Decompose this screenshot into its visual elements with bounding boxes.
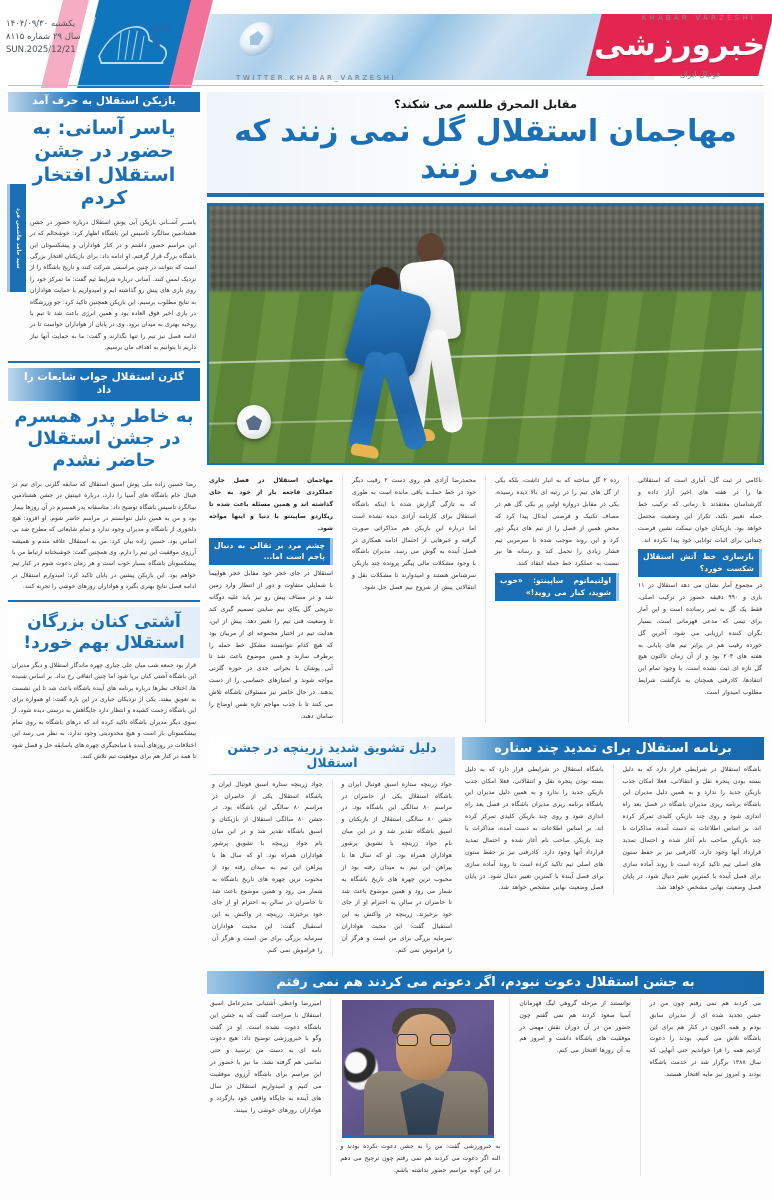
lead-text-col-2 xyxy=(352,475,476,723)
brand-subtitle: فوتبال ایران xyxy=(679,70,720,79)
photo-football xyxy=(237,405,271,439)
date-gregorian: SUN.2025/12/21 xyxy=(6,45,76,56)
column-separator xyxy=(485,475,486,723)
sidebar-label-2[interactable]: گلزن استقلال جواب شایعات را داد xyxy=(8,368,200,401)
sidebar-headline-2[interactable]: به خاطر پدر همسرم در جشن استقلال حاضر نشدم xyxy=(14,405,194,472)
bottom-col-2 xyxy=(519,998,630,1177)
bottom-col-3 xyxy=(340,998,500,1177)
lead-text-c1: استقلال در جای خجر خود مقابل خجر هواپیما با شمایلی متفاوت و دور از انتظار وارد زمین شد و در مصاف پیش رو نیز باید علیه دوگانه تدریجی گل یکای نیم سایتی تصمیم گیری کند تا وضعیت فنی تیم را تغییر دهد. پیش از این، هدایت تیم در اختیار مجموعه ای از مربیان بود که هیچ کدام نتوانستند مشکل خط حمله را برطرف سازند و همین موضوع باعث شد تا آبی پوشان با بحرانی جدی در حوزه گلزنی مواجه شوند و امتیازهای حساسی را از دست بدهند. در حال حاضر نیز مسئولان باشگاه تلاش می کنند تا با جذب مهاجم تازه نفس اوضاع را سامان دهند. xyxy=(209,570,333,720)
mid-section-left xyxy=(462,737,764,961)
pull-quote-left: چشم مرد بر تقالی به دنبال پاجم است اما... xyxy=(209,538,333,566)
lead-text-col-3 xyxy=(495,475,619,723)
column-separator xyxy=(509,998,510,1177)
lead-text-c4b: در مجموع آمار نشان می دهد استقلال در ۱۱ بازی و ۹۹۰ دقیقه حضور در ترکیب اصلی، فقط یک گل به ثمر رسانده است و این آمار برای تیمی که مدعی قهرمانی است، بسیار نگران کننده ارزیابی می شود. xyxy=(638,582,762,637)
photo-crowd xyxy=(209,205,762,291)
mid-section-right xyxy=(209,737,455,961)
column-separator xyxy=(628,475,629,723)
mid-right-title[interactable]: دلیل تشویق شدید زرینچه در جشن استقلال xyxy=(209,737,455,775)
photo-player-blue-leg-right xyxy=(380,350,429,452)
portrait-head xyxy=(396,1014,452,1080)
glasses-icon xyxy=(397,1034,451,1046)
lead-photo xyxy=(207,203,764,465)
mid-left-title[interactable]: برنامه استقلال برای تمدید چند ستاره xyxy=(462,737,764,760)
column-separator xyxy=(330,998,331,1177)
sidebar-body-1: یاســر آســانی بازیکن آبی پوش استقلال درباره حضور در جشن هشتادمین سالگرد تاسیس این باشگاه اظهار کرد: خوشحالم که در این مراسم حضور داشتم و در کنار هواداران و پیشکسوتان این باشگاه بزرگ قرار گرفتم. او ادامه داد: برای بازیکنان افتخار بزرگی است که بتوانند در چنین مراسمی شرکت کنند و تاریخ باشگاه را از نزدیک لمس کنند. آسانی درباره شرایط تیم گفت: ما تمرکز خود را روی بازی های پیش رو گذاشته ایم و امیدواریم با حمایت هواداران به نتایج مطلوب برسیم. این بازیکن همچنین تاکید کرد: جو ورزشگاه در بازی اخیر فوق العاده بود و همین انرژی باعث شد تا تیم با روحیه بهتری به میدان برود. وی در پایان از هواداران خواست تا در ادامه فصل نیز تیم را تنها نگذارند و گفت: ما به حمایت آنها نیاز داریم تا بتوانیم به اهداف مان برسیم. xyxy=(30,218,196,352)
mid-sections xyxy=(207,737,764,961)
pull-quote-mid: بازسازی خط آتش استقلال شکست خورد؟ xyxy=(638,549,762,577)
bottom-text-c1: امیررضا واعظی آشتیانی مدیرعامل اسبق استقلال با صراحت گفت که به جشن این باشگاه دعوت نشده است. او در گفت وگو با خبرورزشی توضیح داد: هیچ دعوت نامه ای به دست من نرسید و حتی تماسی هم گرفته نشد. xyxy=(210,999,322,1067)
brand-name-english: KHABAR VARZESHI xyxy=(641,14,756,22)
twitter-handle: TWITTER.KHABAR_VARZESHI xyxy=(236,74,397,82)
mid-left-body xyxy=(462,760,764,899)
mid-right-col-1: جواد زرینچه ستاره اسبق فوتبال ایران و باشگاه استقلال یکی از حاضران در مراسم ۸۰ سالگی این باشگاه بود. در جشن ۸۰ سالگی استقلال از بازیکنان و اسبق باشگاه تقدیر شد و در این میان نام جواد زرینچه با تشویق پرشور هواداران همراه بود. او که سال ها با پیراهن این تیم به میدان رفته بود از محبوب ترین چهره های تاریخ باشگاه به شمار می رود و همین موضوع باعث شد تا حاضران در سالن به احترام او از جای خود برخیزند. زرینچه در واکنش به این استقبال گفت: این محبت هواداران سرمایه بزرگی برای من است و هرگز آن را فراموش نمی کنم. xyxy=(341,780,453,954)
lead-kicker: مقابل المحرق طلسم می شکند؟ xyxy=(393,97,577,111)
issue-number: سال ۲۹ شماره ۸۱۱۵ xyxy=(6,32,81,43)
column-separator xyxy=(640,998,641,1177)
lead-headline-band xyxy=(207,92,764,197)
bottom-text-c5: بودند را دعوت کردیم همه را فرا خواندیم حتی آنهایی که سال ۱۳۸۸ برگزار شد در خدمت باشگاه بودند و امروز نیز مایه افتخار هستند. xyxy=(649,1035,762,1079)
portrait-shirt xyxy=(400,1083,444,1135)
sidebar-divider-2 xyxy=(8,600,200,602)
lead-text-c4c: آخرین گل خورده رقیب هم در برابر تیم های پایانی به هفته های ۲۰۴ بود و از آن زمان تاکنون هیچ گل تازه ای ثبت نشده است. با وجود تمام این انتقادها، کادرفنی همچنان به بازگشت شرایط مطلوب امیدوار است. xyxy=(638,629,762,697)
bottom-text-c6: ما نیز با حضور در این مراسم برای باشگاه آرزوی موفقیت می کنیم و امیدواریم استقلال در سال های آینده به جایگاه واقعی خود بازگردد و هواداران روزهای خوشی را ببینند. xyxy=(210,1059,322,1114)
sidebar-headline-1[interactable]: یاسر آسانی: به حضور در جشن استقلال افتخار کردم xyxy=(32,116,176,210)
sidebar-body-3: قرار بود جمعه شب میان علی جباری چهره ماندگار استقلال و دیگر مدیران این باشگاه آشتی کنان برپا شود اما چنین اتفاقی رخ نداد. بر اساس شنیده ها، اختلاف نظرها درباره برنامه های آینده باشگاه باعث شد تا این نشست به تعویق بیفتد. یکی از نزدیکان جباری در این باره گفت: او همواره برای این باشگاه زحمت کشیده و انتظار دارد جایگاهش به درستی دیده شود. از سوی دیگر مدیران باشگاه تاکید کرده اند که درهای باشگاه به روی تمام پیشکسوتان باز است و هیچ محدودیتی وجود ندارد. به نظر می رسد این اختلافات در روزهای آینده با میانجیگری چهره های باسابقه حل و فصل شود تا همه در کنار هم برای موفقیت تیم تلاش کنند. xyxy=(12,661,196,760)
sidebar-divider-1 xyxy=(8,361,200,363)
sidebar-label-1[interactable]: بازیکن استقلال به حرف آمد xyxy=(8,92,200,112)
bottom-section xyxy=(207,971,764,1181)
bottom-text-c2: به خبرورزشی گفت: من را به جشن دعوت نکرده بودند و النه اگر دعوت می کردند هم نمی رفتم چون ترجیح می دهم در این گونه مراسم حضور نداشته باشم. xyxy=(340,1142,501,1174)
date-persian-1: یکشنبه ۱۴۰۴/۰۹/۳۰ xyxy=(6,19,76,29)
masthead xyxy=(0,0,772,88)
pull-quote-bottom: اولتیماتوم ساپینتو: «خوب شوید، کنار می روید!» xyxy=(495,573,619,601)
brand-logo-text: خبرورزشی xyxy=(594,27,766,63)
sidebar-story-1 xyxy=(8,92,200,356)
mid-left-col-2: باشگاه استقلال در شرایطی قرار دارد که به دلیل بسته بودن پنجره نقل و انتقالاتی، فعلا امکان جذب بازیکن جدید را ندارد و به همین دلیل مدیران این باشگاه برنامه ریزی مدیران باشگاه در فصل بعد راه اندازی شود و روی چند بازیکن کلیدی تمرکز کرده اند. بر اساس اطلاعات به دست آمده، مذاکرات با چند بازیکن صاحب نام آغاز شده و احتمال تمدید قرارداد آنها وجود دارد. کادرفنی نیز بر حفظ ستون های اصلی تیم تاکید کرده است تا روند آماده سازی برای فصل آینده با کمترین تغییر دنبال شود. در پایان فصل وضعیت نهایی مشخص خواهد شد. xyxy=(465,765,604,892)
mid-right-body xyxy=(209,775,455,961)
lead-article-body xyxy=(207,471,764,727)
bottom-col-4 xyxy=(210,998,321,1177)
page-number: ۳ xyxy=(147,13,172,59)
sidebar-story-2 xyxy=(8,368,200,595)
lead-text-c1-lead: مهاجمان استقلال در فصل جاری عملکردی فاجعه بار از خود به جای گذاشته اند و همین مسئله باعث شده تا ریکاردو ساپینتو با دنیا و اینها مواجه شود. xyxy=(209,477,333,532)
lead-text-col-4 xyxy=(638,475,762,723)
sidebar-column xyxy=(8,92,200,1190)
masthead-rule xyxy=(8,85,764,86)
bottom-section-body xyxy=(207,994,764,1181)
bottom-text-c4: می کردند هم نمی رفتم چون من در جشن تجدید شده ای از مدیران سابق بودم و همه اکنون در کنار هم برای این باشگاه تلاش می کنیم. xyxy=(649,999,761,1043)
mid-right-col-2: جواد زرینچه ستاره اسبق فوتبال ایران و باشگاه استقلال یکی از حاضران در مراسم ۸۰ سالگی این باشگاه بود. در جشن ۸۰ سالگی استقلال از بازیکنان و اسبق باشگاه تقدیر شد و در این میان نام جواد زرینچه با تشویق پرشور هواداران همراه بود. او که سال ها با پیراهن این تیم به میدان رفته بود از محبوب ترین چهره های تاریخ باشگاه به شمار می رود و همین موضوع باعث شد تا حاضران در سالن به احترام او از جای خود برخیزند. زرینچه در واکنش به این استقبال گفت: این محبت هواداران سرمایه بزرگی برای من است و هرگز آن را فراموش نمی کنم. xyxy=(212,780,323,954)
mid-left-col-1: باشگاه استقلال در شرایطی قرار دارد که به دلیل بسته بودن پنجره نقل و انتقالاتی، فعلا امکان جذب بازیکن جدید را ندارد و به همین دلیل مدیران این باشگاه برنامه ریزی مدیران باشگاه در فصل بعد راه اندازی شود و روی چند بازیکن کلیدی تمرکز کرده اند. بر اساس اطلاعات به دست آمده، مذاکرات با چند بازیکن صاحب نام آغاز شده و احتمال تمدید قرارداد آنها وجود دارد. کادرفنی نیز بر حفظ ستون های اصلی تیم تاکید کرده است تا روند آماده سازی برای فصل آینده با کمترین تغییر دنبال شود. در پایان فصل وضعیت نهایی مشخص خواهد شد. xyxy=(622,765,761,892)
photo-player-blue xyxy=(335,267,453,453)
column-separator xyxy=(332,779,333,957)
sidebar-body-2: رضا حسین زاده ملی پوش اسبق استقلال که سابقه گلزنی برای تیم در فینال جام باشگاه های آسیا را دارد، درباره غیبتش در جشن هشتادمین سالگرد تاسیس باشگاه توضیح داد: متاسفانه پدر همسرم در آن روزها بیمار بود و من به همین دلیل نتوانستم در مراسم حاضر شوم. او افزود: هیچ دلخوری از باشگاه و مدیران وجود ندارد و تمام شایعاتی که مطرح شد بی اساس بود. حسین زاده بیان کرد: من به استقلال علاقه مندم و همیشه آرزوی موفقیت این تیم را دارم. وی همچنین گفت: خوشبختانه ارتباط من با پیشکسوتان باشگاه بسیار خوب است و هر زمان دعوت شوم در کنار تیم خواهم بود. این بازیکن پیشین در پایان تاکید کرد: امیدوارم استقلال در ادامه فصل نتایج بهتری بگیرد و هواداران روزهای خوشی را تجربه کنند. xyxy=(12,480,196,591)
lead-headline: مهاجمان استقلال گل نمی زنند که نمی زنند xyxy=(234,114,737,186)
page-content xyxy=(0,88,772,1196)
lead-text-c3: رده ۲ گل ساخته که به انبار داشت، بلکه یکی از گل های تیم را در رتبه ای بالا دیده رسیده، یکی در مقابل دروازه اولین پر یکی گل هم در مصاف تکنیک و فرصتی ایدئال پیدا کرد که محض همین از فصل را از تیم های دیگر دور کرد و این روند موجب شده تا سرمربی تیم فشار زیادی را تحمل کند و رسانه ها نیز نسبت به عملکرد خط حمله انتقاد کنند. xyxy=(495,477,619,568)
bottom-col-1 xyxy=(650,998,761,1177)
bottom-text-c3: توانستند از مرحله گروهی لیگ قهرمانان آسیا صعود کردند هم نمی گفتم چون حضور من در آن دوران نقش مهمی در موفقیت های باشگاه داشت و امروز هم به آن روزها افتخار می کنم. xyxy=(519,999,631,1055)
issue-date-block xyxy=(6,18,82,58)
author-badge xyxy=(7,184,26,292)
sidebar-story-3 xyxy=(8,607,200,765)
lead-text-c2: محمدرضا آزادی هم روی دست ۲ رقیب دیگر خود در خط حملــه باقی مانده است به طوری که به تازگی گزارش شده با اینکه باشگاه استقلال برای کارنامه آزادی دیده نشده است اما درباره این بازیکن هم مذاکراتی صورت گرفته و خبرهایی از احتمال ادامه همکاری در فصل آینده به گوش می رسد. مدیران باشگاه با وجود مشکلات مالی پیگیر پرونده چند بازیکن سرشناس هستند و امیدوارند تا مشکلات نقل و انتقالاتی پیش از شروع نیم فصل حل شود. xyxy=(352,477,476,592)
main-column xyxy=(207,92,764,1190)
bottom-section-title[interactable]: به جشن استقلال دعوت نبودم، اگر دعوتم می کردند هم نمی رفتم xyxy=(207,971,764,994)
lead-text-c4a: ناکامی در ثبت گل، آماری است که استقلالی ها را در هفته های اخیر آزار داده و کارشناسان معتقدند تا زمانی که ترکیب خط حمله تغییر نکند، تکرار این وضعیت محتمل خواهد بود. بازیکنان جوان نیمکت نشین فرصت چندانی برای اثبات توانایی خود پیدا نکرده اند. xyxy=(638,477,762,544)
portrait-photo xyxy=(342,1000,494,1138)
sidebar-headline-3[interactable]: آشتی کنان بزرگان استقلال بهم خورد! xyxy=(8,607,200,658)
brand-logo-block xyxy=(586,14,772,76)
column-separator xyxy=(342,475,343,723)
lead-text-col-1 xyxy=(209,475,333,723)
column-separator xyxy=(613,764,614,895)
author-badge-text: سید حامد هاشمی فرد xyxy=(15,207,21,269)
